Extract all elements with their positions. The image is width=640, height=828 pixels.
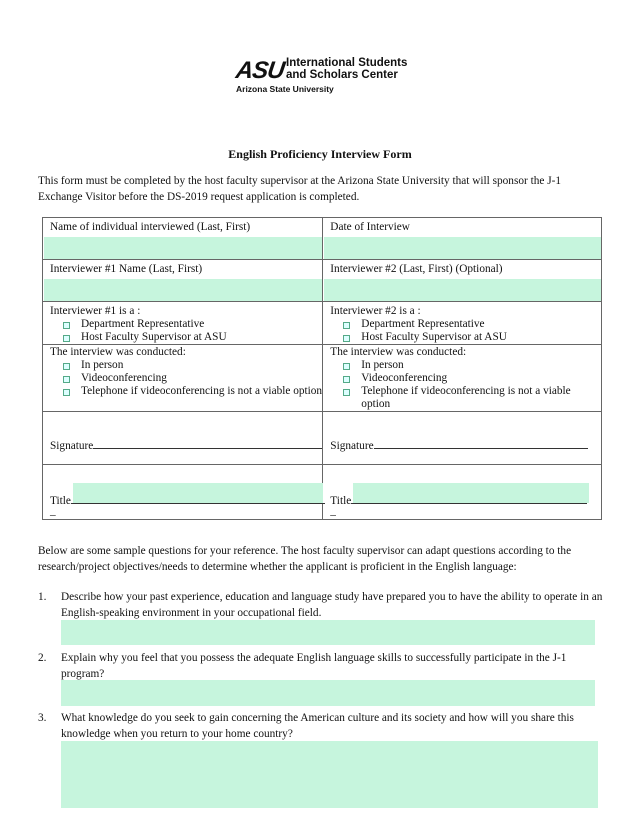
role1-label: Interviewer #1 is a : (50, 305, 141, 317)
role2-label: Interviewer #2 is a : (330, 305, 421, 317)
interviewer1-cell (43, 260, 323, 302)
role2-option-faculty[interactable]: Host Faculty Supervisor at ASU (341, 331, 601, 344)
title2-label: Title (330, 495, 352, 507)
page-title: English Proficiency Interview Form (228, 147, 412, 161)
answer-2-input[interactable] (61, 680, 595, 706)
questions-intro: Below are some sample questions for your reference. The host faculty supervisor can adapt questions according to the research/project objectives/needs to determine whether the applicant is proficient in the English language: (38, 545, 572, 573)
interviewer2-cell (323, 260, 602, 302)
conducted1-option-in-person[interactable]: In person (61, 359, 322, 372)
conducted2-option-video[interactable]: Videoconferencing (341, 372, 601, 385)
date-label: Date of Interview (330, 221, 410, 233)
conducted1-label: The interview was conducted: (50, 346, 186, 358)
checkbox-icon[interactable] (343, 363, 350, 370)
checkbox-icon[interactable] (343, 335, 350, 342)
role2-option-department[interactable]: Department Representative (341, 318, 601, 331)
title1-trail: _ (50, 505, 56, 517)
conducted2-label: The interview was conducted: (330, 346, 467, 358)
checkbox-icon[interactable] (63, 376, 70, 383)
question-text: What knowledge do you seek to gain concerning the American culture and its society and how will you share this knowledge when you return to your home country? (61, 712, 574, 740)
name-input[interactable] (44, 237, 322, 259)
interview-form-table (42, 217, 602, 520)
signature2-cell (323, 412, 602, 465)
question-number: 1. (38, 591, 47, 603)
conducted2-option-telephone[interactable]: Telephone if videoconferencing is not a viable option (341, 385, 601, 411)
title2-cell (323, 465, 602, 520)
interviewer1-label: Interviewer #1 Name (Last, First) (50, 263, 203, 275)
conducted2-cell (323, 345, 602, 412)
checkbox-icon[interactable] (63, 322, 70, 329)
role1-option-faculty[interactable]: Host Faculty Supervisor at ASU (61, 331, 322, 344)
logo-line-2: and Scholars Center (286, 69, 398, 81)
answer-1-input[interactable] (61, 620, 595, 645)
conducted1-cell (43, 345, 323, 412)
signature1-line[interactable] (93, 438, 322, 449)
logo-line-1: International Students (286, 57, 408, 69)
conducted2-option-in-person[interactable]: In person (341, 359, 601, 372)
title2-trail: _ (330, 505, 336, 517)
title1-field (43, 493, 325, 508)
name-label: Name of individual interviewed (Last, First) (50, 221, 251, 233)
logo-line-3: Arizona State University (236, 84, 334, 94)
date-input[interactable] (324, 237, 601, 259)
date-cell (323, 218, 602, 260)
checkbox-icon[interactable] (343, 389, 350, 396)
checkbox-icon[interactable] (343, 322, 350, 329)
title2-line (351, 493, 587, 504)
title1-cell (43, 465, 323, 520)
checkbox-icon[interactable] (63, 389, 70, 396)
title1-label: Title (50, 495, 71, 507)
question-number: 3. (38, 712, 47, 724)
title2-field (323, 493, 587, 508)
checkbox-icon[interactable] (63, 363, 70, 370)
conducted1-option-video[interactable]: Videoconferencing (61, 372, 322, 385)
question-text: Explain why you feel that you possess the adequate English language skills to successfully participate in the J-1 program? (61, 652, 567, 680)
name-cell (43, 218, 323, 260)
question-text: Describe how your past experience, education and language study have prepared you to have the ability to operate in an English-speaking environment in your occupational field. (61, 591, 603, 619)
interviewer1-input[interactable] (44, 279, 322, 301)
checkbox-icon[interactable] (343, 376, 350, 383)
answer-3-input[interactable] (61, 741, 598, 808)
interviewer2-input[interactable] (324, 279, 601, 301)
asu-logo-mark: ASU (234, 57, 286, 84)
signature2-line[interactable] (374, 438, 588, 449)
interviewer2-label: Interviewer #2 (Last, First) (Optional) (330, 263, 503, 275)
signature1-cell (43, 412, 323, 465)
conducted1-option-telephone[interactable]: Telephone if videoconferencing is not a viable option (61, 385, 322, 398)
title1-line (71, 493, 325, 504)
signature2-label: Signature (330, 440, 374, 452)
intro-paragraph: This form must be completed by the host faculty supervisor at the Arizona State University that will sponsor the J-1 Exchange Visitor before the DS-2019 request application is completed. (38, 175, 562, 203)
signature1-field[interactable] (43, 412, 322, 453)
role1-cell (43, 302, 323, 345)
role1-option-department[interactable]: Department Representative (61, 318, 322, 331)
signature2-field[interactable] (323, 412, 601, 453)
question-number: 2. (38, 652, 47, 664)
signature1-label: Signature (50, 440, 94, 452)
role2-cell (323, 302, 602, 345)
checkbox-icon[interactable] (63, 335, 70, 342)
